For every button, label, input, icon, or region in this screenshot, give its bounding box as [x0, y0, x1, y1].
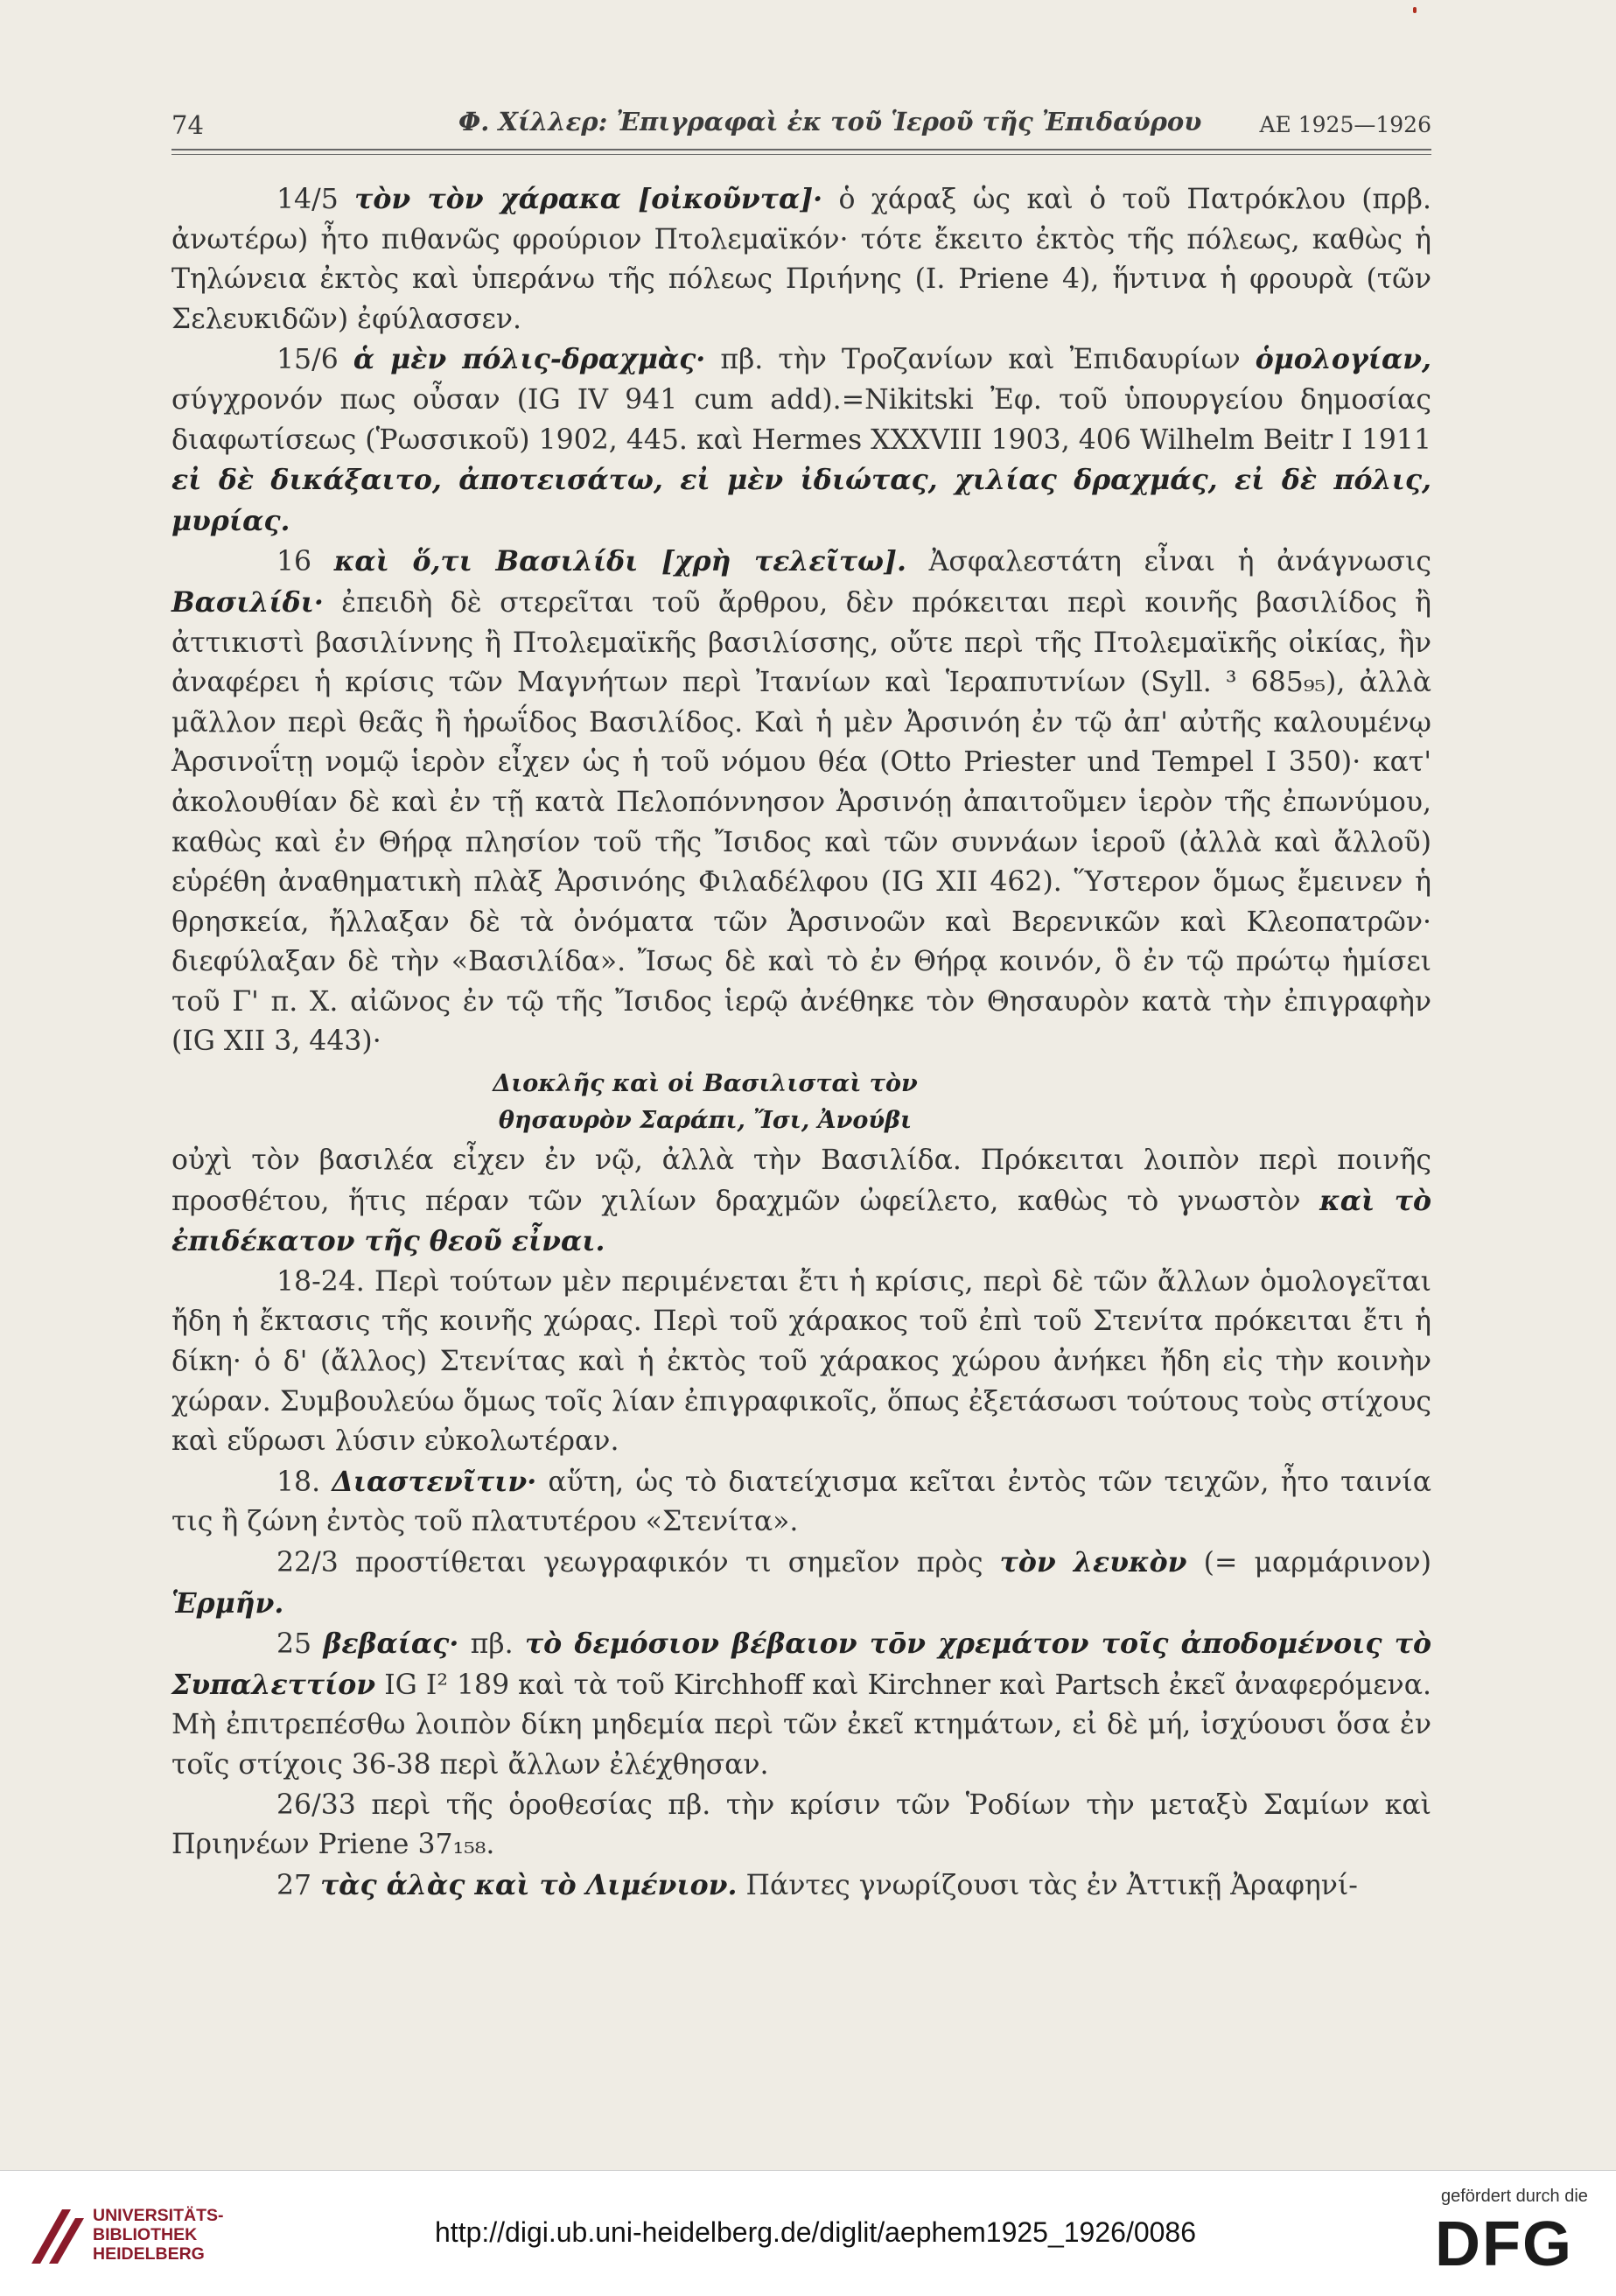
paragraph-22-3: [171, 1543, 1431, 1624]
lemma: τὰς ἁλὰς καὶ τὸ Λιμένιον.: [320, 1868, 738, 1901]
library-line-3: HEIDELBERG: [93, 2244, 205, 2264]
commentary-text: σύγχρονόν πως οὖσαν (IG IV 941 cum add).=Nikitski Ἐφ. τοῦ ὑπουργείου δημοσίας διαφωτίσεως (Ῥωσσικοῦ) 1902, 445. καὶ Hermes XXXVIII 1903, 406 Wilhelm Beitr I 1911: [171, 383, 1431, 456]
dfg-logo: DFG: [1435, 2209, 1573, 2279]
lemma: Διαστενῖτιν·: [332, 1465, 537, 1498]
permalink-url[interactable]: http://digi.ub.uni-heidelberg.de/diglit/aephem1925_1926/0086: [435, 2216, 1197, 2248]
lemma: τὸν λευκὸν: [999, 1546, 1187, 1578]
line-number: 18.: [276, 1466, 321, 1498]
lemma: τὸν τὸν χάρακα [οἰκοῦντα]·: [354, 183, 823, 215]
page-number: 74: [171, 110, 204, 140]
line-number: 25: [276, 1628, 312, 1661]
paragraph-continuation: [171, 1141, 1431, 1263]
quotation: εἰ δὲ δικάξαιτο, ἀποτεισάτω, εἰ μὲν ἰδιώτας, χιλίας δραχμάς, εἰ δὲ πόλις, μυρίας.: [171, 464, 1431, 537]
line-number: 18-24.: [276, 1265, 365, 1298]
university-library-logo-icon: [23, 2202, 101, 2272]
inscription-quote: [171, 1066, 1431, 1139]
lemma: ὁμολογίαν,: [1255, 343, 1432, 376]
lemma: καὶ ὅ,τι Βασιλίδι [χρὴ τελεῖτω].: [333, 545, 906, 578]
funding-note: gefördert durch die: [1441, 2187, 1588, 2206]
inscription-line-2: θησαυρὸν Σαράπι, Ἴσι, Ἀνούβι: [498, 1107, 913, 1135]
lemma: βεβαίας·: [323, 1628, 459, 1661]
lemma: Βασιλίδι·: [171, 585, 324, 619]
line-number: 16: [276, 546, 312, 578]
page-mark: [1413, 7, 1417, 13]
paragraph-25: [171, 1624, 1431, 1785]
commentary-text: Περὶ τούτων μὲν περιμένεται ἔτι ἡ κρίσις, περὶ δὲ τῶν ἄλλων ὁμολογεῖται ἤδη ἡ ἔκτασις τῆς κοινῆς χώρας. Περὶ τοῦ χάρακος τοῦ ἐπὶ τοῦ Στενίτα πρόκειται ἔτι ἡ δίκη· ὁ δ' (ἄλλος) Στενίτας καὶ ἡ ἐκτὸς τοῦ χάρακος χώρου ἀνήκει ἤδη εἰς τὴν κοινὴν χώραν. Συμβουλεύω ὅμως τοῖς λίαν ἐπιγραφικοῖς, ὅπως ἐξετάσωσι τούτους τοὺς στίχους καὶ εὕρωσι λύσιν εὐκολωτέραν.: [171, 1265, 1431, 1458]
paragraph-27: [171, 1866, 1431, 1907]
viewer-footer: [0, 2170, 1616, 2296]
commentary-text: IG I² 189 καὶ τὰ τοῦ Kirchhoff καὶ Kirchner καὶ Partsch ἐκεῖ ἀναφερόμενα. Μὴ ἐπιτρεπέσθω λοιπὸν δίκη μηδεμία περὶ τῶν ἐκεῖ κτημάτων, εἰ δὲ μή, ἰσχύουσι ὅσα ἐν τοῖς στίχοις 36-38 περὶ ἄλλων ἐλέχθησαν.: [171, 1669, 1431, 1781]
commentary-text: ἐπειδὴ δὲ στερεῖται τοῦ ἄρθρου, δὲν πρόκειται περὶ κοινῆς βασιλίδος ἢ ἀττικιστὶ βασιλίννης ἢ Πτολεμαϊκῆς βασιλίσσης, οὔτε περὶ τῆς Πτολεμαϊκῆς οἰκίας, ἣν ἀναφέρει ἡ κρίσις τῶν Μαγνήτων περὶ Ἰτανίων καὶ Ἱεραπυτνίων (Syll. ³ 685₉₅), ἀλλὰ μᾶλλον περὶ θεᾶς ἢ ἡρωΐδος Βασιλίδος. Καὶ ἡ μὲν Ἀρσινόη ἐν τῷ ἀπ' αὐτῆς καλουμένῳ Ἀρσινοΐτῃ νομῷ ἱερὸν εἶχεν ὡς ἡ τοῦ νόμου θέα (Otto Priester und Tempel I 350)· κατ' ἀκολουθίαν δὲ καὶ ἐν τῇ κατὰ Πελοπόννησον Ἀρσινόῃ ἀπαιτοῦμεν ἱερὸν τῆς ἐπωνύμου, καθὼς καὶ ἐν Θήρᾳ πλησίον τοῦ τῆς Ἴσιδος καὶ τῶν συννάων ἱεροῦ (ἀλλὰ καὶ ἄλλοῦ) εὑρέθη ἀναθηματικὴ πλὰξ Ἀρσινόης Φιλαδέλφου (IG XII 462). Ὕστερον ὅμως ἔμεινεν ἡ θρησκεία, ἤλλαξαν δὲ τὰ ὀνόματα τῶν Ἀρσινοῶν καὶ Βερενικῶν καὶ Κλεοπατρῶν· διεφύλαξαν δὲ τὴν «Βασιλίδα». Ἴσως δὲ καὶ τὸ ἐν Θήρᾳ κοινόν, ὃ ἐν τῷ πρώτῳ ἡμίσει τοῦ Γ' π. Χ. αἰῶνος ἐν τῷ τῆς Ἴσιδος ἱερῷ ἀνέθηκε τὸν Θησαυρὸν κατὰ τὴν ἐπιγραφὴν (IG XII 3, 443)·: [171, 586, 1431, 1058]
running-header: [171, 107, 1431, 145]
header-rule: [171, 149, 1431, 150]
library-line-2: BIBLIOTHEK: [93, 2225, 198, 2244]
line-number: 14/5: [276, 184, 339, 215]
commentary-text: προστίθεται γεωγραφικόν τι σημεῖον πρὸς: [338, 1547, 1000, 1578]
commentary-text: αὕτη, ὡς τὸ διατείχισμα κεῖται ἐντὸς τῶν τειχῶν, ἦτο ταινία τις ἢ ζώνη ἐντὸς τοῦ πλατυτέρου «Στενίτα».: [171, 1466, 1431, 1538]
quotation: καὶ τὸ ἐπιδέκατον τῆς θεοῦ εἶναι.: [171, 1184, 1431, 1258]
line-number: 26/33: [276, 1788, 356, 1821]
inscription-line-1: Διοκλῆς καὶ οἱ Βασιλισταὶ τὸν: [493, 1070, 918, 1098]
commentary-text: περὶ τῆς ὁροθεσίας πβ. τὴν κρίσιν τῶν Ῥοδίων τὴν μεταξὺ Σαμίων καὶ Πριηνέων Priene 37₁₅₈.: [171, 1788, 1431, 1861]
paragraph-18-24: [171, 1263, 1431, 1462]
university-library-name: [93, 2206, 224, 2264]
paragraph-14-5: [171, 179, 1431, 340]
lemma: ἁ μὲν πόλις-δραχμὰς·: [353, 343, 706, 376]
commentary-text: πβ.: [458, 1628, 525, 1661]
line-number: 15/6: [276, 344, 339, 376]
paragraph-18: [171, 1462, 1431, 1543]
paragraph-26-33: [171, 1786, 1431, 1866]
paragraph-15-6: [171, 340, 1431, 542]
paragraph-16: [171, 542, 1431, 1062]
lemma: Ἑρμῆν.: [171, 1586, 284, 1620]
journal-reference: ΑΕ 1925—1926: [1259, 112, 1431, 137]
commentary-text: Ἀσφαλεστάτη εἶναι ἡ ἀνάγνωσις: [906, 546, 1432, 578]
commentary-text: Πάντες γνωρίζουσι τὰς ἐν Ἀττικῇ Ἀραφηνί-: [737, 1869, 1358, 1901]
line-number: 22/3: [276, 1547, 339, 1578]
main-text: [171, 179, 1431, 1906]
commentary-text: (= μαρμάρινον): [1186, 1547, 1431, 1578]
line-number: 27: [276, 1869, 312, 1901]
commentary-text: πβ. τὴν Τροζανίων καὶ Ἐπιδαυρίων: [705, 344, 1256, 376]
running-title: Φ. Χίλλερ: Ἐπιγραφαὶ ἐκ τοῦ Ἱεροῦ τῆς Ἐπιδαύρου: [458, 107, 1202, 136]
commentary-text: ὁ χάραξ ὡς καὶ ὁ τοῦ Πατρόκλου (πρβ. ἀνωτέρω) ἦτο πιθανῶς φρούριον Πτολεμαϊκόν· τότε ἔκειτο ἐκτὸς τῆς πόλεως, καθὼς ἡ Τηλώνεια ἐκτὸς καὶ ὑπεράνω τῆς πόλεως Πριήνης (I. Priene 4), ἥντινα ἡ φρουρὰ (τῶν Σελευκιδῶν) ἐφύλασσεν.: [171, 184, 1431, 335]
library-line-1: UNIVERSITÄTS-: [93, 2206, 224, 2225]
header-rule-thin: [171, 154, 1431, 155]
commentary-text: οὐχὶ τὸν βασιλέα εἶχεν ἐν νῷ, ἀλλὰ τὴν Βασιλίδα. Πρόκειται λοιπὸν περὶ ποινῆς προσθέτου, ἥτις πέραν τῶν χιλίων δραχμῶν ὠφείλετο, καθὼς τὸ γνωστὸν: [171, 1144, 1431, 1217]
quotation: τὸ δεμόσιον βέβαιον τōν χρεμάτον τοῖς ἀποδομένοις τὸ Συπαλεττίον: [171, 1628, 1432, 1701]
